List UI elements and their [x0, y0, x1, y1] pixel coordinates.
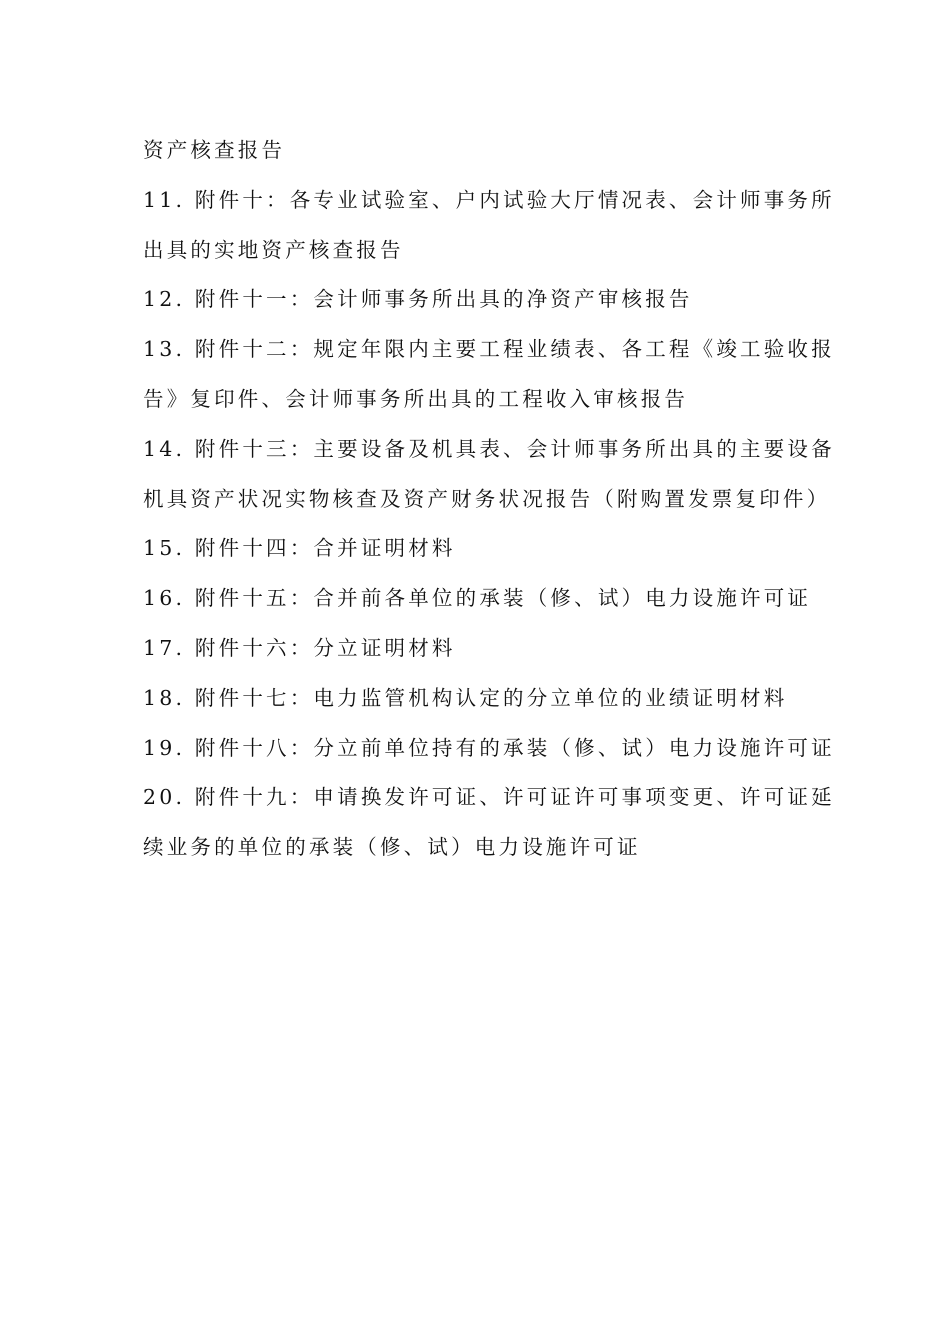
list-item-11: 11. 附件十：各专业试验室、户内试验大厅情况表、会计师事务所	[143, 187, 835, 212]
list-item-15: 15. 附件十四：合并证明材料	[143, 536, 456, 561]
list-item-19: 19. 附件十八：分立前单位持有的承装（修、试）电力设施许可证	[143, 735, 835, 760]
list-item-12: 12. 附件十一：会计师事务所出具的净资产审核报告	[143, 287, 693, 312]
list-item-13-continued: 告》复印件、会计师事务所出具的工程收入审核报告	[143, 386, 689, 411]
text-line-asset-report-continued: 资产核查报告	[143, 138, 286, 162]
list-item-17: 17. 附件十六：分立证明材料	[143, 635, 456, 660]
list-item-20: 20. 附件十九：申请换发许可证、许可证许可事项变更、许可证延	[143, 785, 835, 810]
list-item-20-continued: 续业务的单位的承装（修、试）电力设施许可证	[143, 835, 641, 860]
list-item-16: 16. 附件十五：合并前各单位的承装（修、试）电力设施许可证	[143, 586, 812, 611]
list-item-11-continued: 出具的实地资产核查报告	[143, 237, 404, 262]
list-item-14: 14. 附件十三：主要设备及机具表、会计师事务所出具的主要设备	[143, 436, 835, 461]
attachment-list	[143, 126, 835, 873]
list-item-18: 18. 附件十七：电力监管机构认定的分立单位的业绩证明材料	[143, 685, 788, 710]
list-item-13: 13. 附件十二：规定年限内主要工程业绩表、各工程《竣工验收报	[143, 337, 835, 362]
list-item-14-continued: 机具资产状况实物核查及资产财务状况报告（附购置发票复印件）	[143, 486, 831, 511]
